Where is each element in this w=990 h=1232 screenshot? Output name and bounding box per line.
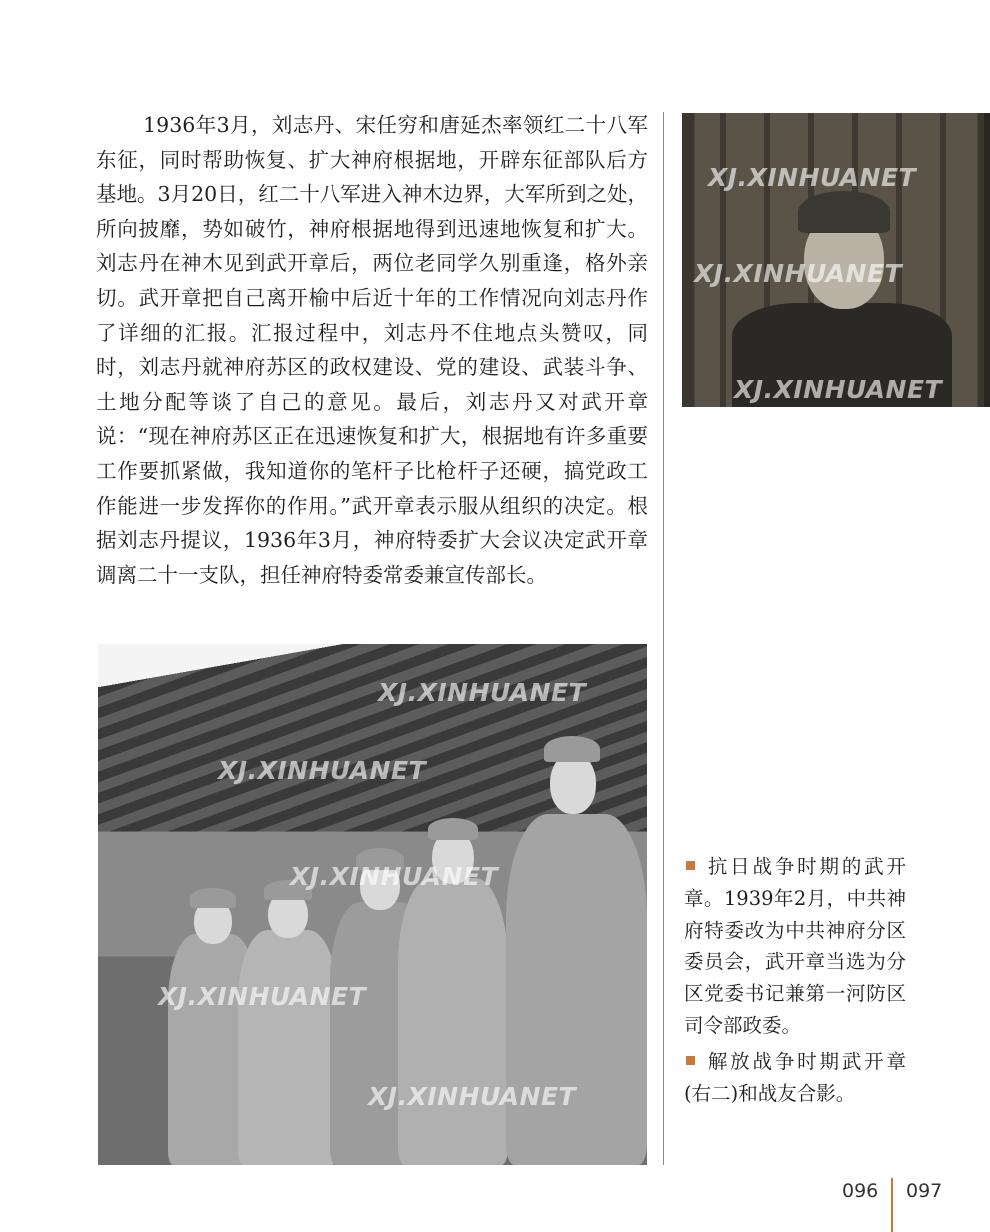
watermark-text: XJ.XINHUANET xyxy=(708,163,917,192)
caption-text: 解放战争时期武开章(右二)和战友合影。 xyxy=(684,1049,906,1105)
caption-group xyxy=(684,1046,906,1110)
portrait-photo xyxy=(682,113,990,407)
caption-portrait xyxy=(684,851,906,1042)
group-photo xyxy=(98,644,647,1165)
watermark-text: XJ.XINHUANET xyxy=(694,259,903,288)
group-figure xyxy=(238,876,338,1165)
page-number-separator xyxy=(891,1178,893,1232)
body-text-block xyxy=(96,108,648,592)
watermark-text: XJ.XINHUANET xyxy=(368,1082,577,1111)
photo-captions xyxy=(684,851,906,1113)
body-paragraph: 1936年3月，刘志丹、宋任穷和唐延杰率领红二十八军东征，同时帮助恢复、扩大神府根据地，开辟东征部队后方基地。3月20日，红二十八军进入神木边界，大军所到之处，所向披靡，势如破竹，神府根据地得到迅速地恢复和扩大。刘志丹在神木见到武开章后，两位老同学久别重逢，格外亲切。武开章把自己离开榆中后近十年的工作情况向刘志丹作了详细的汇报。汇报过程中，刘志丹不住地点头赞叹，同时，刘志丹就神府苏区的政权建设、党的建设、武装斗争、土地分配等谈了自己的意见。最后，刘志丹又对武开章说：“现在神府苏区正在迅速恢复和扩大，根据地有许多重要工作要抓紧做，我知道你的笔杆子比枪杆子还硬，搞党政工作能进一步发挥你的作用。”武开章表示服从组织的决定。根据刘志丹提议，1936年3月，神府特委扩大会议决定武开章调离二十一支队，担任神府特委常委兼宣传部长。 xyxy=(96,113,648,587)
watermark-text: XJ.XINHUANET xyxy=(290,862,499,891)
watermark-text: XJ.XINHUANET xyxy=(734,375,943,404)
watermark-text: XJ.XINHUANET xyxy=(378,678,587,707)
watermark-text: XJ.XINHUANET xyxy=(218,756,427,785)
page-number-left: 096 xyxy=(842,1180,879,1202)
page-number-right: 097 xyxy=(906,1180,943,1202)
square-bullet-icon xyxy=(686,1056,695,1065)
square-bullet-icon xyxy=(686,861,695,870)
caption-text: 抗日战争时期的武开章。1939年2月，中共神府特委改为中共神府分区委员会，武开章当选为分区党委书记兼第一河防区司令部政委。 xyxy=(684,855,906,1037)
column-divider xyxy=(663,112,664,1165)
portrait-figure xyxy=(722,173,962,407)
watermark-text: XJ.XINHUANET xyxy=(158,982,367,1011)
